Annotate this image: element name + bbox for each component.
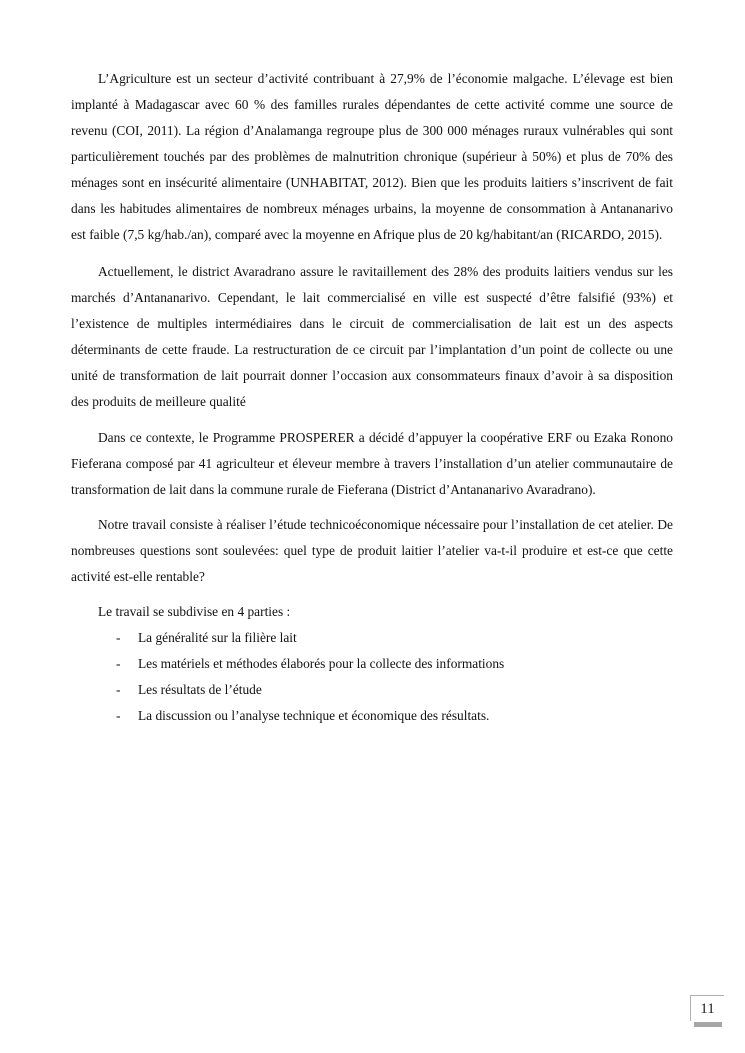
parts-intro: Le travail se subdivise en 4 parties : — [98, 604, 291, 619]
paragraph-objective: Notre travail consiste à réaliser l’étude technicoéconomique nécessaire pour l’installation de cet atelier. De nombreuses questions sont soulevées: quel type de produit laitier l’atelier va-t-il produire et est-ce que cette activité est-elle rentable? — [71, 517, 673, 584]
list-item — [71, 625, 673, 651]
bullet-dash: - — [116, 630, 121, 645]
bullet-dash: - — [116, 656, 121, 671]
list-item — [71, 703, 673, 729]
paragraph-context: L’Agriculture est un secteur d’activité contribuant à 27,9% de l’économie malgache. L’élevage est bien implanté à Madagascar avec 60 % des familles rurales dépendantes de cette activité comme une source de revenu (COI, 2011). La région d’Analamanga regroupe plus de 300 000 ménages ruraux vulnérables qui sont particulièrement touchés par des problèmes de malnutrition chronique (supérieur à 50%) et plus de 70% des ménages sont en insécurité alimentaire (UNHABITAT, 2012). Bien que les produits laitiers s’inscrivent de fait dans les habitudes alimentaires de nombreux ménages urbains, la moyenne de consommation à Antananarivo est faible (7,5 kg/hab./an), comparé avec la moyenne en Afrique plus de 20 kg/habitant/an (RICARDO, 2015). — [71, 71, 673, 242]
bullet-dash: - — [116, 708, 121, 723]
page-number: 11 — [690, 995, 724, 1021]
list-item — [71, 651, 673, 677]
list-item-text: Les matériels et méthodes élaborés pour la collecte des informations — [138, 656, 505, 671]
list-item-text: La discussion ou l’analyse technique et économique des résultats. — [138, 708, 490, 723]
document-page — [71, 66, 673, 729]
paragraph-prosperer: Dans ce contexte, le Programme PROSPERER a décidé d’appuyer la coopérative ERF ou Ezaka Ronono Fieferana composé par 41 agriculteur et éleveur membre à travers l’installation d’un atelier communautaire de transformation de lait dans la commune rurale de Fieferana (District d’Antananarivo Avaradrano). — [71, 430, 673, 497]
bullet-dash: - — [116, 682, 121, 697]
parts-list — [71, 625, 673, 729]
paragraph-avaradrano: Actuellement, le district Avaradrano assure le ravitaillement des 28% des produits laitiers vendus sur les marchés d’Antananarivo. Cependant, le lait commercialisé en ville est suspecté d’être falsifié (93%) et l’existence de multiples intermédiaires dans le circuit de commercialisation de lait est un des aspects déterminants de cette fraude. La restructuration de ce circuit par l’implantation d’un point de collecte ou une unité de transformation de lait pourrait donner l’occasion aux consommateurs finaux d’avoir à sa disposition des produits de meilleure qualité — [71, 264, 673, 409]
page-number-bar — [694, 1022, 722, 1027]
list-item-text: La généralité sur la filière lait — [138, 630, 297, 645]
list-item — [71, 677, 673, 703]
list-item-text: Les résultats de l’étude — [138, 682, 262, 697]
